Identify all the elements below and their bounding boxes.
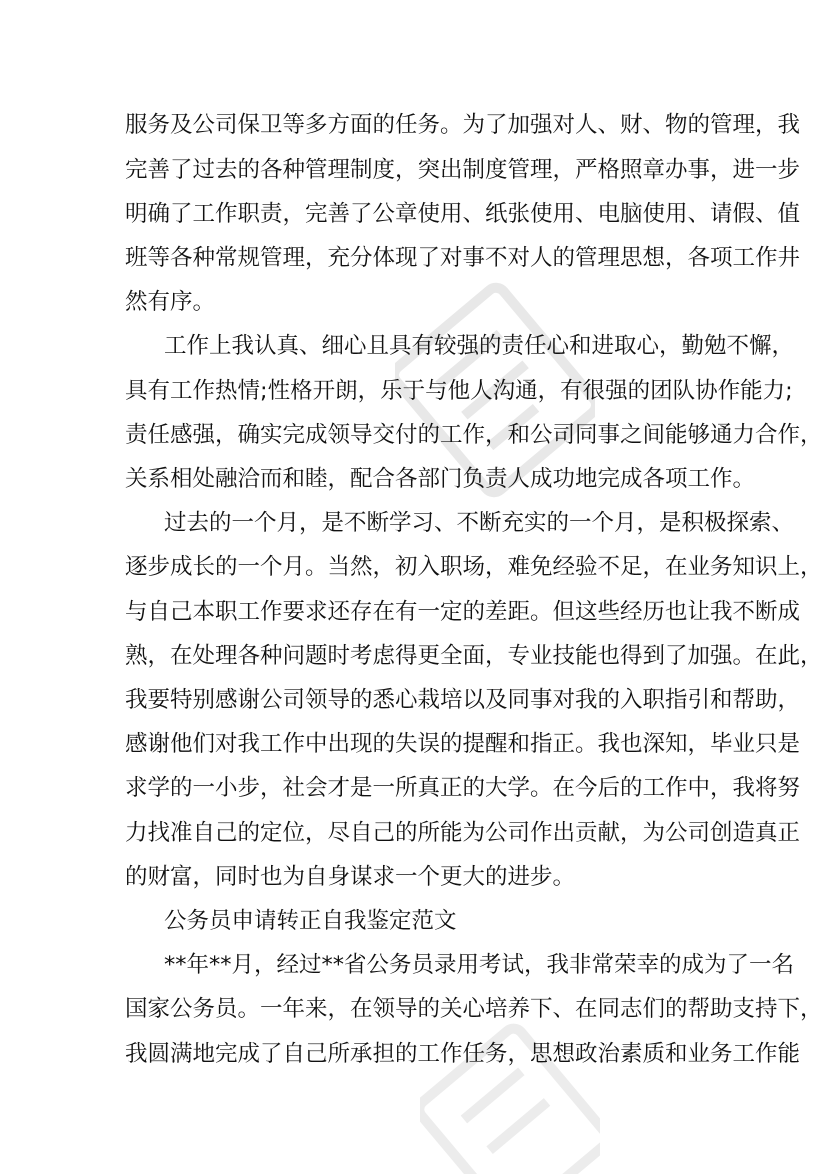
text-line: 然有序。	[125, 289, 216, 315]
text-line: 关系相处融洽而和睦，配合各部门负责人成功地完成各项工作。	[125, 466, 756, 492]
text-line: 责任感强，确实完成领导交付的工作，和公司同事之间能够通力合作，	[125, 422, 823, 448]
text-line: 我要特别感谢公司领导的悉心栽培以及同事对我的入职指引和帮助，	[125, 687, 801, 713]
text-line: 明确了工作职责，完善了公章使用、纸张使用、电脑使用、请假、值	[125, 201, 801, 227]
text-line: 熟，在处理各种问题时考虑得更全面，专业技能也得到了加强。在此，	[125, 643, 823, 669]
text-line: 工作上我认真、细心且具有较强的责任心和进取心，勤勉不懈，	[164, 333, 795, 359]
text-line: 班等各种常规管理，充分体现了对事不对人的管理思想，各项工作井	[125, 245, 801, 271]
text-line: 完善了过去的各种管理制度，突出制度管理，严格照章办事，进一步	[125, 157, 801, 183]
text-line: **年**月，经过**省公务员录用考试，我非常荣幸的成为了一名	[164, 952, 795, 978]
text-line: 服务及公司保卫等多方面的任务。为了加强对人、财、物的管理，我	[125, 112, 801, 138]
text-line: 过去的一个月，是不断学习、不断充实的一个月，是积极探索、	[164, 510, 795, 536]
text-line: 逐步成长的一个月。当然，初入职场，难免经验不足，在业务知识上，	[125, 554, 823, 580]
text-line: 的财富，同时也为自身谋求一个更大的进步。	[125, 864, 576, 890]
text-line: 力找准自己的定位，尽自己的所能为公司作出贡献，为公司创造真正	[125, 820, 801, 846]
text-line: 具有工作热情;性格开朗，乐于与他人沟通，有很强的团队协作能力;	[125, 378, 793, 404]
text-line: 国家公务员。一年来，在领导的关心培养下、在同志们的帮助支持下，	[125, 996, 823, 1022]
section-heading: 公务员申请转正自我鉴定范文	[164, 908, 457, 934]
text-line: 求学的一小步，社会才是一所真正的大学。在今后的工作中，我将努	[125, 775, 801, 801]
text-line: 与自己本职工作要求还存在有一定的差距。但这些经历也让我不断成	[125, 599, 801, 625]
text-line: 感谢他们对我工作中出现的失误的提醒和指正。我也深知，毕业只是	[125, 731, 801, 757]
text-line: 我圆满地完成了自己所承担的工作任务，思想政治素质和业务工作能	[125, 1041, 801, 1067]
